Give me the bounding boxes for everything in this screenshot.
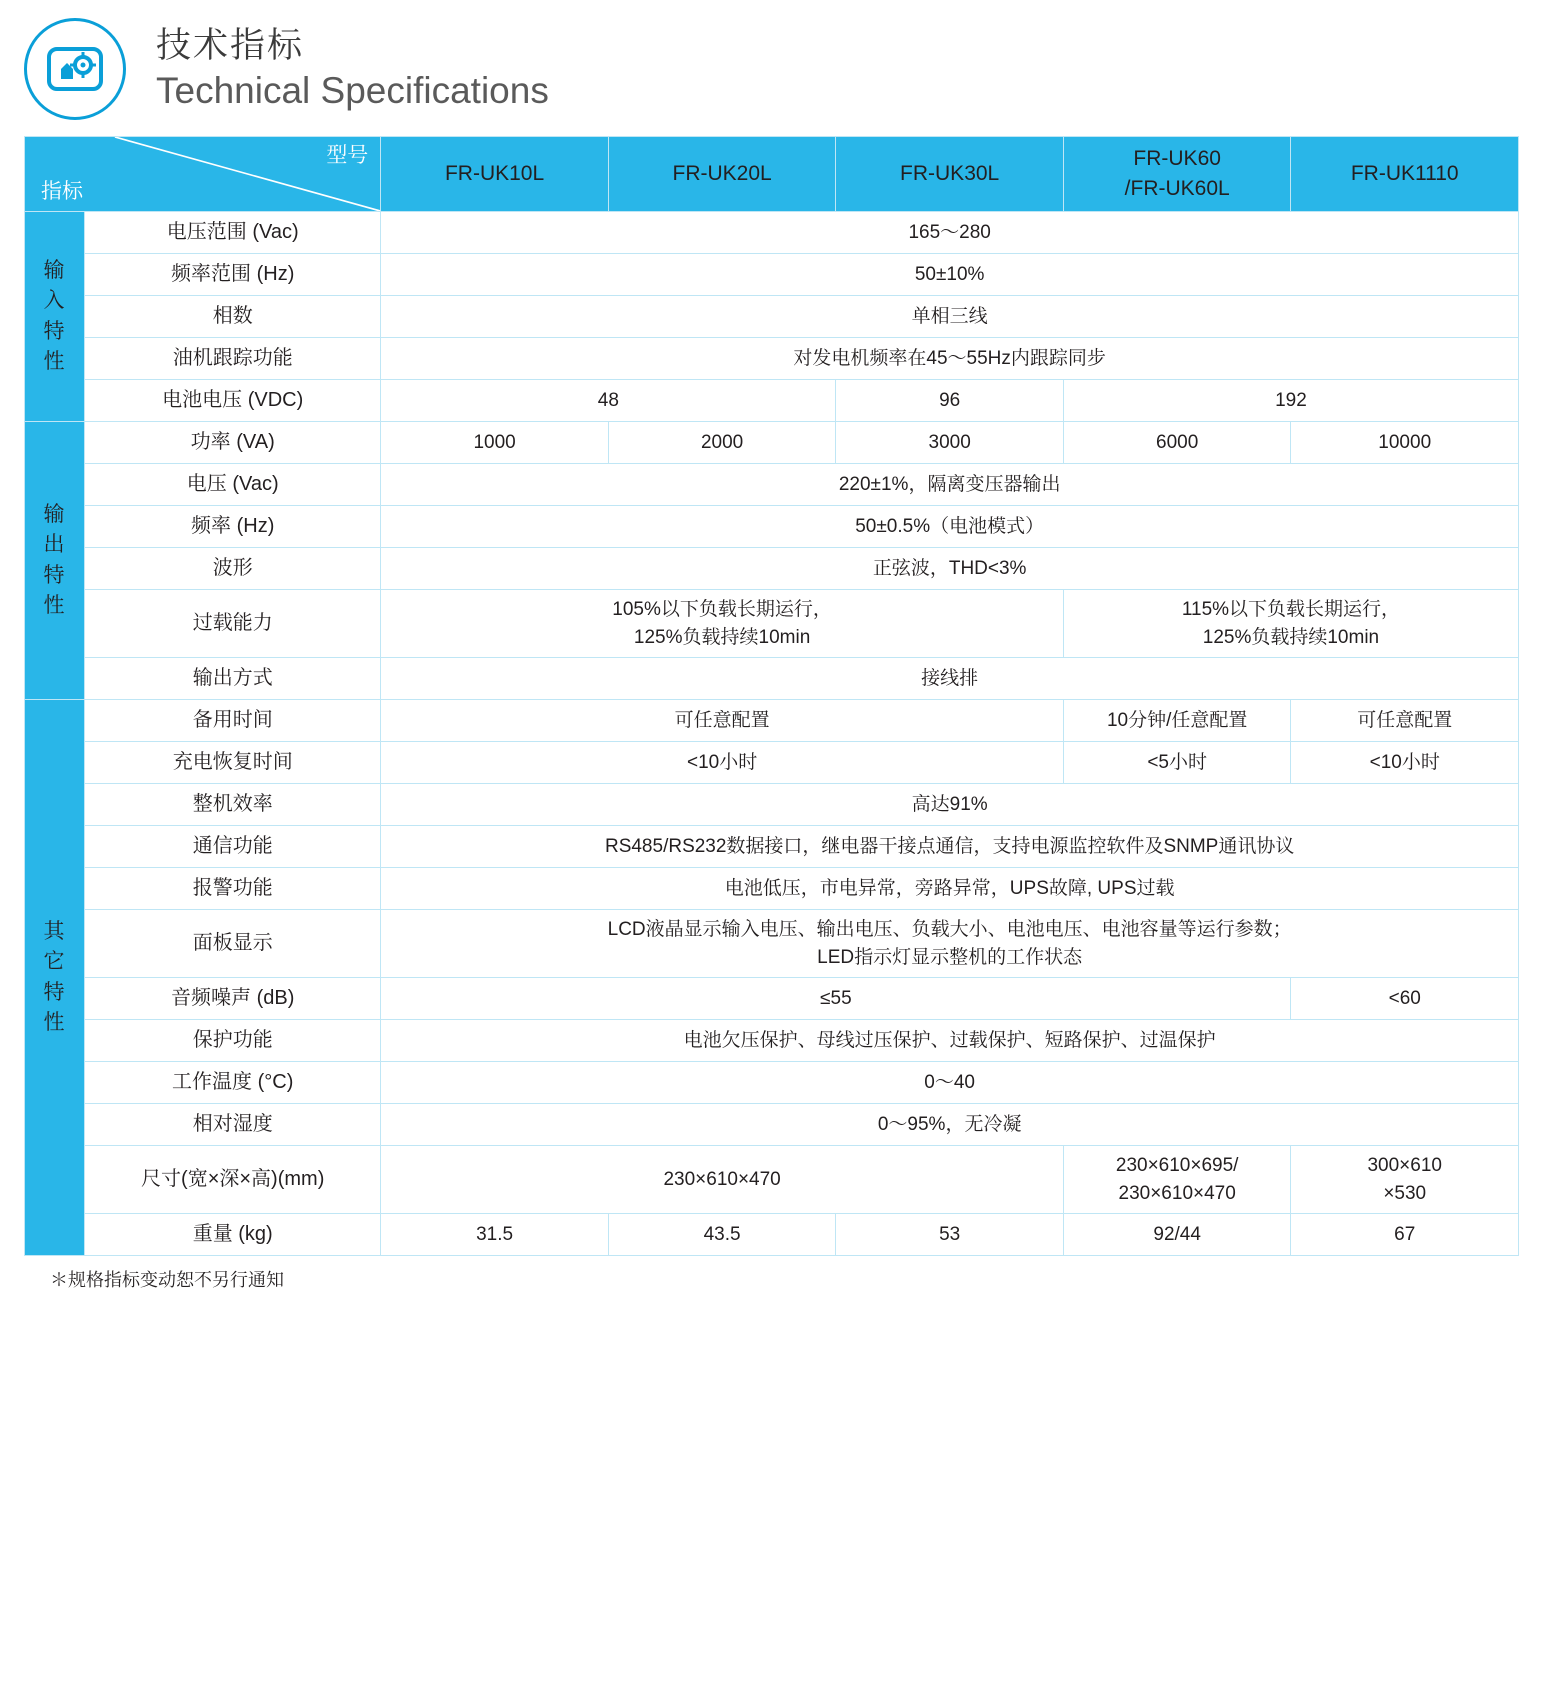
table-row (25, 910, 1519, 978)
value-recharge-time-1: <10小时 (381, 742, 1064, 784)
value-weight-2: 43.5 (608, 1214, 836, 1256)
value-battery-voltage-1: 48 (381, 380, 836, 422)
row-label-voltage-range: 电压范围 (Vac) (85, 212, 381, 254)
row-label-power: 功率 (VA) (85, 422, 381, 464)
value-communication: RS485/RS232数据接口，继电器干接点通信，支持电源监控软件及SNMP通讯协议 (381, 826, 1519, 868)
row-label-overload: 过载能力 (85, 590, 381, 658)
table-corner-cell (25, 137, 381, 212)
value-genset-tracking: 对发电机频率在45～55Hz内跟踪同步 (381, 338, 1519, 380)
technical-specifications-table (24, 136, 1519, 1256)
table-row (25, 338, 1519, 380)
value-dimensions-3-line1: 300×610 (1367, 1155, 1442, 1177)
column-header-uk60-line1: FR-UK60 (1133, 146, 1221, 170)
column-header-uk1110: FR-UK1110 (1291, 137, 1519, 212)
value-waveform: 正弦波，THD<3% (381, 548, 1519, 590)
value-weight-1: 31.5 (381, 1214, 609, 1256)
value-dimensions-2-line1: 230×610×695/ (1115, 1155, 1239, 1177)
value-backup-time-1: 可任意配置 (381, 700, 1064, 742)
value-overload-left (381, 590, 1064, 658)
table-row (25, 506, 1519, 548)
specs-chip-icon (24, 18, 126, 120)
value-overload-right-line2: 125%负载持续10min (1202, 626, 1380, 648)
value-noise-2: <60 (1291, 978, 1519, 1020)
value-battery-voltage-3: 192 (1063, 380, 1518, 422)
group-label-input-char-2: 入 (43, 289, 66, 313)
value-backup-time-2: 10分钟/任意配置 (1063, 700, 1291, 742)
table-row (25, 1020, 1519, 1062)
table-row (25, 784, 1519, 826)
table-row (25, 742, 1519, 784)
row-label-protection: 保护功能 (85, 1020, 381, 1062)
value-power-3: 3000 (836, 422, 1064, 464)
row-label-phase: 相数 (85, 296, 381, 338)
row-label-temperature: 工作温度 (°C) (85, 1062, 381, 1104)
value-freq-range: 50±10% (381, 254, 1519, 296)
table-row (25, 868, 1519, 910)
table-row (25, 464, 1519, 506)
page-header (0, 0, 1543, 130)
value-power-1: 1000 (381, 422, 609, 464)
value-power-4: 6000 (1063, 422, 1291, 464)
row-label-dimensions: 尺寸(宽×深×高)(mm) (85, 1146, 381, 1214)
group-label-output-char-2: 出 (43, 533, 66, 557)
table-row (25, 548, 1519, 590)
header-text-block (156, 24, 549, 114)
value-weight-3: 53 (836, 1214, 1064, 1256)
table-row (25, 590, 1519, 658)
table-header-row (25, 137, 1519, 212)
column-header-uk10l: FR-UK10L (381, 137, 609, 212)
row-label-out-mode: 输出方式 (85, 658, 381, 700)
column-header-uk60-line2: /FR-UK60L (1124, 177, 1230, 200)
value-out-voltage: 220±1%，隔离变压器输出 (381, 464, 1519, 506)
row-label-weight: 重量 (kg) (85, 1214, 381, 1256)
value-power-5: 10000 (1291, 422, 1519, 464)
value-backup-time-3: 可任意配置 (1291, 700, 1519, 742)
row-label-backup-time: 备用时间 (85, 700, 381, 742)
row-label-communication: 通信功能 (85, 826, 381, 868)
value-humidity: 0～95%，无冷凝 (381, 1104, 1519, 1146)
group-label-output-char-3: 特 (43, 563, 66, 587)
spec-table-wrapper (0, 136, 1543, 1292)
value-recharge-time-3: <10小时 (1291, 742, 1519, 784)
group-label-input-char-1: 输 (43, 258, 66, 282)
column-header-uk30l: FR-UK30L (836, 137, 1064, 212)
value-alarm: 电池低压，市电异常，旁路异常，UPS故障, UPS过载 (381, 868, 1519, 910)
value-out-mode: 接线排 (381, 658, 1519, 700)
table-row (25, 422, 1519, 464)
value-power-2: 2000 (608, 422, 836, 464)
value-dimensions-1: 230×610×470 (381, 1146, 1064, 1214)
value-dimensions-3-line2: ×530 (1383, 1182, 1427, 1204)
table-row (25, 700, 1519, 742)
value-panel-display-line2: LED指示灯显示整机的工作状态 (817, 946, 1083, 968)
value-recharge-time-2: <5小时 (1063, 742, 1291, 784)
group-label-other-char-4: 性 (43, 1011, 66, 1035)
value-efficiency: 高达91% (381, 784, 1519, 826)
group-label-output-char-1: 输 (43, 502, 66, 526)
value-temperature: 0～40 (381, 1062, 1519, 1104)
group-label-other-char-3: 特 (43, 980, 66, 1004)
table-row (25, 1214, 1519, 1256)
row-label-waveform: 波形 (85, 548, 381, 590)
table-row (25, 254, 1519, 296)
row-label-noise: 音频噪声 (dB) (85, 978, 381, 1020)
table-row (25, 826, 1519, 868)
table-row (25, 212, 1519, 254)
table-row (25, 978, 1519, 1020)
column-header-uk20l: FR-UK20L (608, 137, 836, 212)
corner-model-label: 型号 (326, 144, 369, 167)
group-label-input (25, 212, 85, 422)
row-label-out-freq: 频率 (Hz) (85, 506, 381, 548)
value-overload-right (1063, 590, 1518, 658)
row-label-alarm: 报警功能 (85, 868, 381, 910)
value-noise-1: ≤55 (381, 978, 1291, 1020)
value-panel-display-line1: LCD液晶显示输入电压、输出电压、负载大小、电池电压、电池容量等运行参数； (607, 919, 1292, 941)
group-label-input-char-4: 性 (43, 349, 66, 373)
value-out-freq: 50±0.5%（电池模式） (381, 506, 1519, 548)
value-battery-voltage-2: 96 (836, 380, 1064, 422)
row-label-panel-display: 面板显示 (85, 910, 381, 978)
column-header-uk60 (1063, 137, 1291, 212)
value-weight-4: 92/44 (1063, 1214, 1291, 1256)
value-overload-left-line2: 125%负载持续10min (633, 626, 811, 648)
value-overload-right-line1: 115%以下负载长期运行， (1181, 599, 1401, 620)
group-label-other-char-1: 其 (43, 919, 66, 943)
row-label-humidity: 相对湿度 (85, 1104, 381, 1146)
table-row (25, 1062, 1519, 1104)
row-label-out-voltage: 电压 (Vac) (85, 464, 381, 506)
row-label-recharge-time: 充电恢复时间 (85, 742, 381, 784)
group-label-output (25, 422, 85, 700)
value-voltage-range: 165～280 (381, 212, 1519, 254)
footnote: ＊规格指标变动恕不另行通知 (50, 1270, 284, 1291)
value-panel-display (381, 910, 1519, 978)
page-title-en: Technical Specifications (156, 69, 549, 111)
group-label-other (25, 700, 85, 1256)
table-row (25, 380, 1519, 422)
row-label-genset-tracking: 油机跟踪功能 (85, 338, 381, 380)
group-label-other-char-2: 它 (43, 950, 66, 974)
row-label-battery-voltage: 电池电压 (VDC) (85, 380, 381, 422)
value-phase: 单相三线 (381, 296, 1519, 338)
page-title-cn: 技术指标 (156, 26, 305, 65)
table-row (25, 1146, 1519, 1214)
row-label-freq-range: 频率范围 (Hz) (85, 254, 381, 296)
group-label-input-char-3: 特 (43, 319, 66, 343)
value-overload-left-line1: 105%以下负载长期运行， (612, 599, 832, 620)
value-dimensions-2-line2: 230×610×470 (1118, 1182, 1236, 1204)
group-label-output-char-4: 性 (43, 593, 66, 617)
value-weight-5: 67 (1291, 1214, 1519, 1256)
value-protection: 电池欠压保护、母线过压保护、过载保护、短路保护、过温保护 (381, 1020, 1519, 1062)
row-label-efficiency: 整机效率 (85, 784, 381, 826)
table-row (25, 296, 1519, 338)
value-dimensions-2 (1063, 1146, 1291, 1214)
table-row (25, 1104, 1519, 1146)
table-row (25, 658, 1519, 700)
value-dimensions-3 (1291, 1146, 1519, 1214)
corner-index-label: 指标 (41, 179, 83, 203)
